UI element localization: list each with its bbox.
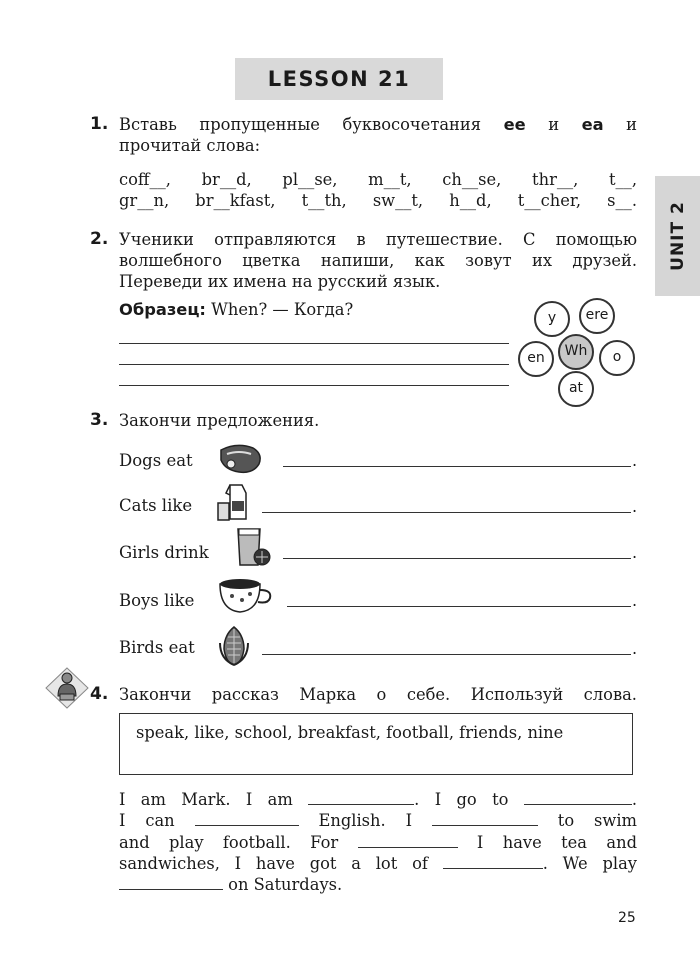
blank[interactable] (524, 789, 632, 805)
exercise-1-words-line-1: coff__, br__d, pl__se, m__t, ch__se, thr__, t__, (119, 170, 637, 189)
period: . (632, 451, 638, 470)
meat-icon (217, 440, 265, 476)
exercise-3-number: 3. (90, 410, 109, 430)
blank[interactable] (358, 832, 458, 848)
story-line-5: on Saturdays. (119, 874, 637, 895)
exercise-1-number: 1. (90, 114, 109, 134)
answer-line[interactable] (283, 466, 631, 467)
flower-petal: at (558, 371, 594, 407)
exercise-1-words-line-2: gr__n, br__kfast, t__th, sw__t, h__d, t__cher, s__. (119, 191, 637, 210)
period: . (632, 639, 638, 658)
blank[interactable] (432, 810, 538, 826)
sentence-start: Boys like (119, 591, 195, 610)
exercise-1-instruction: Вставь пропущенные буквосочетания ee и ea и (119, 115, 638, 134)
lesson-title: LESSON 21 (235, 58, 443, 100)
period: . (632, 543, 638, 562)
milk-icon (216, 481, 248, 523)
story-line-3: and play football. For I have tea and (119, 833, 637, 852)
flower-petal: o (599, 340, 635, 376)
exercise-2-line-2: волшебного цветка напиши, как зовут их друзей. (119, 251, 637, 270)
period: . (632, 497, 638, 516)
sentence-start: Dogs eat (119, 451, 193, 470)
exercise-1-instruction-cont: прочитай слова: (119, 136, 261, 155)
magic-flower (515, 294, 637, 412)
unit-tab (655, 176, 700, 296)
answer-line[interactable] (119, 385, 509, 386)
exercise-2-number: 2. (90, 229, 109, 249)
story-line-1: I am Mark. I am . I go to . (119, 790, 637, 809)
flower-center: Wh (558, 334, 594, 370)
character-icon (44, 666, 90, 710)
exercise-4-number: 4. (90, 684, 109, 704)
exercise-2-line-1: Ученики отправляются в путешествие. С помощью (119, 230, 637, 249)
exercise-3-title: Закончи предложения. (119, 411, 320, 430)
word-bank-text: speak, like, school, breakfast, football, friends, nine (136, 723, 564, 742)
exercise-4-title: Закончи рассказ Марка о себе. Используй слова. (119, 685, 637, 704)
blank[interactable] (119, 874, 223, 890)
flower-petal: ere (579, 298, 615, 334)
blank[interactable] (443, 853, 543, 869)
period: . (632, 591, 638, 610)
answer-line[interactable] (262, 512, 631, 513)
juice-icon (232, 525, 272, 569)
exercise-2-sample: Образец: When? — Когда? (119, 300, 354, 319)
flower-petal: y (534, 301, 570, 337)
story-line-2: I can English. I to swim (119, 811, 637, 830)
answer-line[interactable] (119, 343, 509, 344)
exercise-2-line-3: Переведи их имена на русский язык. (119, 272, 441, 291)
corn-icon (216, 623, 252, 669)
unit-label: UNIT 2 (667, 201, 688, 271)
blank[interactable] (195, 810, 299, 826)
page-number: 25 (618, 910, 636, 926)
flower-petal: en (518, 341, 554, 377)
answer-line[interactable] (119, 364, 509, 365)
sentence-start: Birds eat (119, 638, 195, 657)
answer-line[interactable] (287, 606, 631, 607)
sentence-start: Girls drink (119, 543, 209, 562)
blank[interactable] (308, 789, 414, 805)
word-bank (119, 713, 633, 775)
coffee-icon (216, 576, 274, 616)
sentence-start: Cats like (119, 496, 193, 515)
story-line-4: sandwiches, I have got a lot of . We play (119, 854, 638, 873)
answer-line[interactable] (262, 654, 631, 655)
answer-line[interactable] (283, 558, 631, 559)
